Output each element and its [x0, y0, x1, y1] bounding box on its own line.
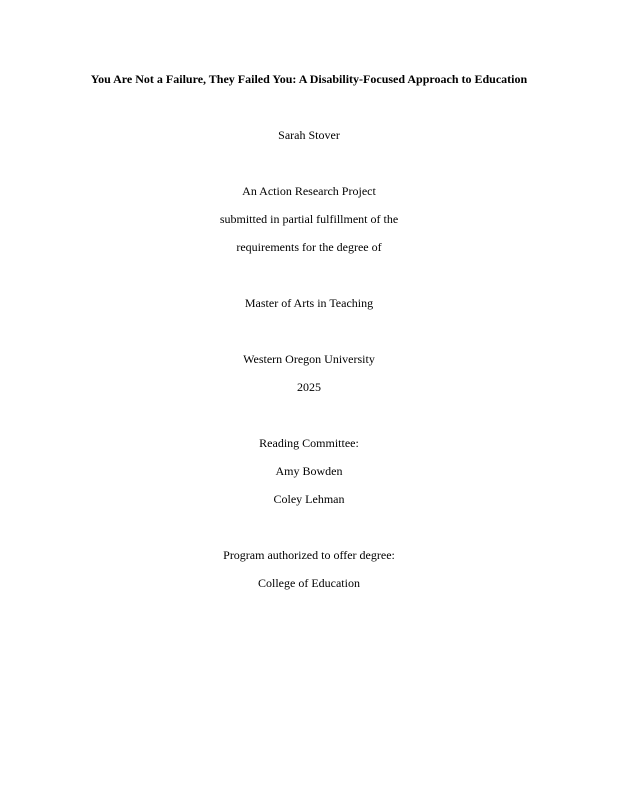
project-line-3: requirements for the degree of — [236, 240, 382, 254]
program-name: College of Education — [258, 576, 360, 590]
project-line-1: An Action Research Project — [242, 184, 376, 198]
author-name: Sarah Stover — [278, 128, 340, 142]
institution-name: Western Oregon University — [243, 352, 375, 366]
year: 2025 — [297, 380, 321, 394]
committee-label: Reading Committee: — [259, 436, 359, 450]
degree-name: Master of Arts in Teaching — [244, 296, 374, 310]
committee-member: Amy Bowden — [275, 464, 343, 478]
program-label: Program authorized to offer degree: — [223, 548, 395, 562]
document-title: You Are Not a Failure, They Failed You: A Disability-Focused Approach to Education — [90, 72, 528, 86]
project-line-2: submitted in partial fulfillment of the — [219, 212, 399, 226]
committee-member: Coley Lehman — [273, 492, 345, 506]
